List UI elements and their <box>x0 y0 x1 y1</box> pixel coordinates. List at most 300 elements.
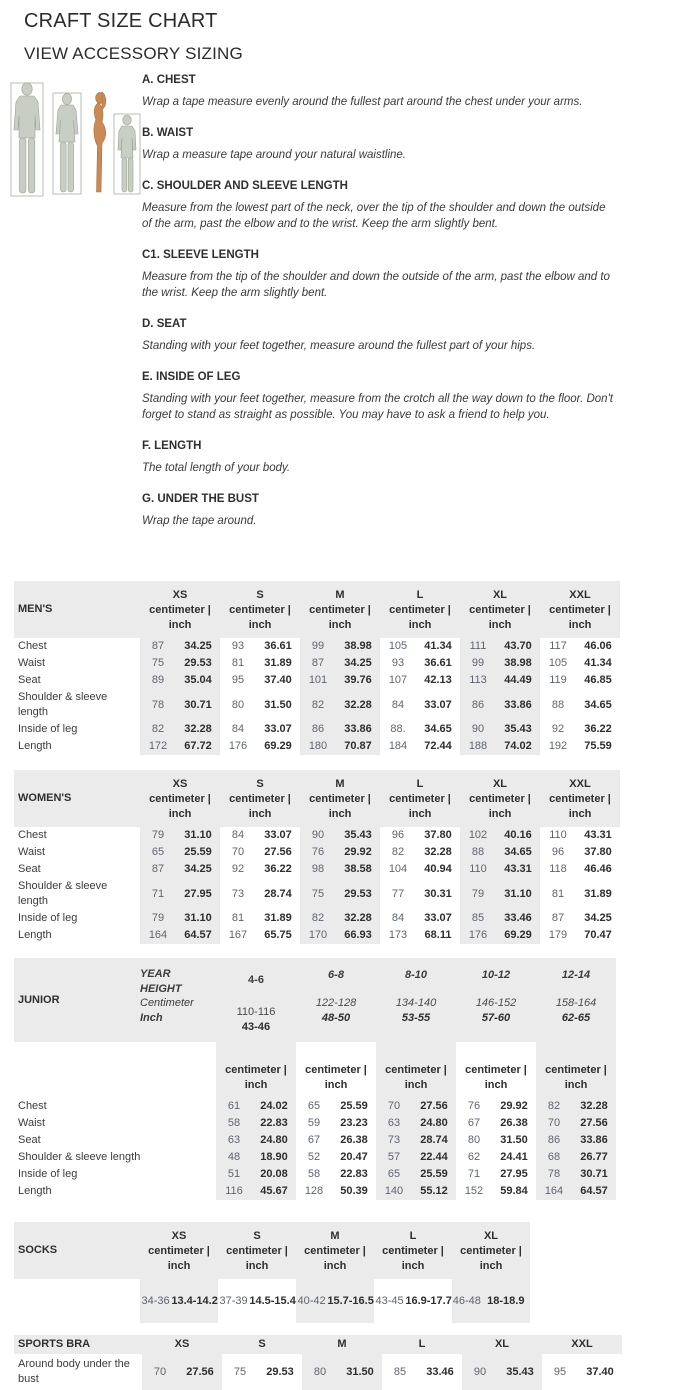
inch-value: 34.25 <box>184 863 212 875</box>
inch-value: 31.10 <box>184 912 212 924</box>
unit-line: inch <box>324 1079 348 1091</box>
cm-value: 82 <box>151 723 165 735</box>
instruction-text: Standing with your feet together, measure around the fullest part of your hips. <box>142 340 536 352</box>
size-header-cell: XXL <box>542 1335 622 1354</box>
unit-line: inch <box>408 619 432 631</box>
cm-value: 184 <box>388 740 408 752</box>
cm-value: 73 <box>387 1134 401 1146</box>
unit-line: centimeter | <box>389 604 451 616</box>
size-chart-page <box>0 10 700 1390</box>
value-cell <box>220 689 300 721</box>
instruction-heading: G. UNDER THE BUST <box>142 493 259 505</box>
value-cell <box>140 672 220 689</box>
unit-line: centimeter | <box>305 1064 367 1076</box>
unit-line: inch <box>248 808 272 820</box>
measurement-row-label: Chest <box>18 640 47 652</box>
unit-line: inch <box>328 619 352 631</box>
value-cell <box>380 844 460 861</box>
unit-line: inch <box>167 1260 191 1272</box>
inch-value: 37.40 <box>586 1365 614 1378</box>
junior-band-header <box>140 958 216 1042</box>
value-cell <box>460 910 540 927</box>
band-header-line: HEIGHT <box>140 982 182 995</box>
inch-value: 32.28 <box>344 912 372 924</box>
value-cell <box>300 638 380 655</box>
inch-value: 68.11 <box>424 929 452 941</box>
measurement-row-label: Waist <box>18 846 46 858</box>
unit-line: centimeter | <box>465 1064 527 1076</box>
cm-value: 80 <box>231 698 245 711</box>
cm-value: 104 <box>388 863 408 875</box>
cm-value: 92 <box>231 863 245 875</box>
mens-size-table <box>14 581 700 755</box>
value-cell <box>140 738 220 755</box>
inch-value: 43.70 <box>504 640 532 652</box>
unit-line: centimeter | <box>149 793 211 805</box>
value-cell <box>540 721 620 738</box>
inch-value: 46.46 <box>584 863 612 875</box>
value-cell <box>140 1279 218 1323</box>
instruction-text: Measure from the lowest part of the neck, over the tip of the shoulder and down the outside of the arm, past the elbow and to the wrist. Keep the arm slightly bent. <box>142 202 606 230</box>
value-cell <box>220 927 300 944</box>
value-cell <box>376 1183 456 1200</box>
inch-value: 29.92 <box>500 1100 528 1112</box>
cm-value: 113 <box>469 674 487 686</box>
measurement-row-label: Waist <box>18 657 46 669</box>
cm-value: 85 <box>393 1365 407 1378</box>
inch-value: 24.41 <box>500 1151 528 1163</box>
size-header-cell: L <box>382 1335 462 1354</box>
year-range: 12-14 <box>561 969 591 981</box>
cm-value: 107 <box>388 674 408 686</box>
cm-value: 192 <box>548 740 568 752</box>
inch-value: 34.25 <box>584 912 612 924</box>
womens-size-table <box>14 770 700 944</box>
inch-value: 42.13 <box>424 674 452 686</box>
inch-value: 27.56 <box>186 1365 214 1378</box>
unit-line: centimeter | <box>460 1245 522 1257</box>
cm-value: 59 <box>307 1117 321 1129</box>
measurement-row-label: Shoulder & sleeve length <box>18 1151 141 1163</box>
measurement-row-label: Seat <box>18 863 41 875</box>
size-header-cell <box>218 1222 296 1279</box>
size-header-cell <box>460 581 540 638</box>
value-cell <box>296 1149 376 1166</box>
value-cell <box>540 738 620 755</box>
value-cell <box>140 927 220 944</box>
inch-value: 33.86 <box>580 1134 608 1146</box>
inch-value: 33.07 <box>424 912 452 924</box>
size-header-cell <box>380 581 460 638</box>
cm-value: 70 <box>547 1117 561 1129</box>
cm-value: 87 <box>151 640 165 652</box>
size-header-cell <box>300 770 380 827</box>
cm-value: 119 <box>549 674 567 686</box>
value-cell <box>380 655 460 672</box>
cm-value: 52 <box>307 1151 321 1163</box>
size-name: XL <box>492 778 508 790</box>
inch-value: 22.83 <box>260 1117 288 1129</box>
inch-value: 36.22 <box>584 723 612 735</box>
cm-value: 87 <box>551 912 565 924</box>
value-cell <box>300 878 380 910</box>
unit-line: centimeter | <box>149 604 211 616</box>
size-name: L <box>416 589 424 601</box>
unit-line: centimeter | <box>469 604 531 616</box>
inch-value: 69.29 <box>264 740 292 752</box>
size-name: XS <box>172 778 188 790</box>
height-inch-range: 53-55 <box>401 1011 431 1024</box>
cm-value: 70 <box>387 1100 401 1112</box>
cm-value: 78 <box>547 1168 561 1180</box>
size-header-cell <box>540 581 620 638</box>
unit-line: centimeter | <box>309 793 371 805</box>
unit-line: centimeter | <box>309 604 371 616</box>
socks-size-table <box>14 1222 700 1323</box>
cm-value: 71 <box>467 1168 481 1180</box>
value-cell <box>296 1098 376 1115</box>
inch-value: 18-18.9 <box>487 1294 525 1307</box>
size-name: XXL <box>569 589 591 601</box>
value-cell <box>300 689 380 721</box>
inch-value: 30.71 <box>580 1168 608 1180</box>
size-name: S <box>253 1230 261 1242</box>
value-cell <box>140 655 220 672</box>
measurement-row-label: Length <box>18 929 52 941</box>
measurement-row-label: Inside of leg <box>18 912 78 924</box>
cm-value: 102 <box>468 829 488 841</box>
cm-value: 80 <box>313 1365 327 1378</box>
cm-value: 48 <box>227 1151 241 1163</box>
unit-line: centimeter | <box>549 604 611 616</box>
value-cell <box>380 861 460 878</box>
junior-size-header <box>376 958 456 1042</box>
inch-value: 64.57 <box>580 1185 608 1197</box>
instruction-heading: B. WAIST <box>142 127 194 139</box>
size-name: L <box>416 778 424 790</box>
size-name: XL <box>492 589 508 601</box>
cm-value: 84 <box>231 723 245 735</box>
cm-value: 90 <box>473 1365 487 1378</box>
unit-line: centimeter | <box>389 793 451 805</box>
cm-value: 65 <box>307 1100 321 1112</box>
view-accessory-sizing-link[interactable]: VIEW ACCESSORY SIZING <box>24 44 243 63</box>
cm-value: 76 <box>467 1100 481 1112</box>
cm-value: 99 <box>471 657 485 669</box>
size-header-cell: S <box>222 1335 302 1354</box>
height-ranges <box>376 996 456 1025</box>
unit-line: inch <box>245 1260 269 1272</box>
cm-value: 110 <box>469 863 487 875</box>
cm-value: 87 <box>151 863 165 875</box>
size-name: L <box>409 1230 417 1242</box>
cm-value: 188 <box>468 740 488 752</box>
cm-value: 70 <box>153 1365 167 1378</box>
inch-value: 41.34 <box>584 657 612 669</box>
inch-value: 31.50 <box>500 1134 528 1146</box>
child-figure-icon <box>118 115 136 192</box>
inch-value: 72.44 <box>424 740 452 752</box>
unit-line: centimeter | <box>226 1245 288 1257</box>
measurement-row-label: Chest <box>18 1100 47 1112</box>
value-cell <box>460 827 540 844</box>
cm-value: 87 <box>311 657 325 669</box>
height-cm-range: 158-164 <box>555 997 597 1009</box>
value-cell <box>300 672 380 689</box>
inch-value: 70.47 <box>584 929 612 941</box>
value-cell <box>218 1279 296 1323</box>
measurement-row-label: Length <box>18 740 52 752</box>
cm-value: 96 <box>391 829 405 841</box>
cm-value: 176 <box>468 929 488 941</box>
cm-value: 43-45 <box>375 1294 404 1307</box>
size-header-cell <box>140 770 220 827</box>
value-cell <box>300 861 380 878</box>
sports-bra-size-table <box>14 1335 700 1390</box>
instruction-heading: D. SEAT <box>142 318 187 330</box>
cm-value: 79 <box>471 887 485 900</box>
inch-value: 69.29 <box>504 929 532 941</box>
value-cell <box>220 638 300 655</box>
value-cell <box>220 721 300 738</box>
unit-line: inch <box>488 808 512 820</box>
unit-line: inch <box>488 619 512 631</box>
junior-size-header <box>456 958 536 1042</box>
value-cell <box>222 1354 302 1390</box>
inch-value: 66.93 <box>344 929 372 941</box>
inch-value: 35.43 <box>344 829 372 841</box>
height-ranges <box>216 1005 296 1034</box>
cm-value: 176 <box>228 740 248 752</box>
unit-line: centimeter | <box>382 1245 444 1257</box>
inch-value: 35.04 <box>184 674 212 686</box>
inch-value: 34.25 <box>184 640 212 652</box>
value-cell <box>380 672 460 689</box>
inch-value: 33.46 <box>426 1365 454 1378</box>
value-cell <box>460 638 540 655</box>
unit-header-cell <box>296 1042 376 1098</box>
value-cell <box>140 861 220 878</box>
cm-value: 77 <box>391 887 405 900</box>
cm-value: 180 <box>308 740 328 752</box>
cm-value: 76 <box>311 846 325 858</box>
cm-value: 37-39 <box>219 1294 248 1307</box>
inch-value: 31.89 <box>584 887 612 900</box>
size-header-cell <box>140 1222 218 1279</box>
table-title: WOMEN'S <box>14 770 140 827</box>
inch-value: 26.38 <box>340 1134 368 1146</box>
unit-header-cell <box>536 1042 616 1098</box>
year-range: 6-8 <box>328 969 344 981</box>
inch-value: 31.50 <box>264 698 292 711</box>
instruction-text: The total length of your body. <box>142 462 291 474</box>
unit-line: inch <box>484 1079 508 1091</box>
cm-value: 167 <box>228 929 248 941</box>
value-cell <box>456 1098 536 1115</box>
body-figures-illustration <box>0 72 142 204</box>
cm-value: 71 <box>151 887 165 900</box>
inch-value: 37.80 <box>584 846 612 858</box>
inch-value: 65.75 <box>264 929 292 941</box>
cm-value: 110 <box>549 829 567 841</box>
unit-line: inch <box>479 1260 503 1272</box>
inch-value: 18.90 <box>260 1151 288 1163</box>
cm-value: 82 <box>311 912 325 924</box>
inch-value: 24.80 <box>420 1117 448 1129</box>
inch-value: 36.61 <box>264 640 292 652</box>
value-cell <box>300 844 380 861</box>
inch-value: 31.10 <box>184 829 212 841</box>
cm-value: 152 <box>464 1185 484 1197</box>
cm-value: 105 <box>548 657 568 669</box>
inch-value: 25.59 <box>420 1168 448 1180</box>
size-header-cell <box>380 770 460 827</box>
cm-value: 57 <box>387 1151 401 1163</box>
cm-value: 92 <box>551 723 565 735</box>
cm-value: 61 <box>227 1100 241 1112</box>
measurement-row-label: Waist <box>18 1117 46 1129</box>
unit-line: centimeter | <box>148 1245 210 1257</box>
value-cell <box>540 878 620 910</box>
table-title: JUNIOR <box>14 958 140 1042</box>
height-cm-range: 146-152 <box>475 997 517 1009</box>
value-cell <box>540 638 620 655</box>
value-cell <box>456 1115 536 1132</box>
value-cell <box>376 1115 456 1132</box>
value-cell <box>216 1166 296 1183</box>
value-cell <box>456 1166 536 1183</box>
inch-value: 16.9-17.7 <box>405 1294 452 1307</box>
unit-line: inch <box>568 619 592 631</box>
value-cell <box>220 861 300 878</box>
inch-value: 23.23 <box>340 1117 368 1129</box>
cm-value: 75 <box>233 1365 247 1378</box>
instruction-heading: C. SHOULDER AND SLEEVE LENGTH <box>142 180 348 192</box>
inch-value: 27.56 <box>420 1100 448 1112</box>
value-cell <box>296 1115 376 1132</box>
inch-value: 36.22 <box>264 863 292 875</box>
cm-value: 105 <box>388 640 408 652</box>
value-cell <box>460 861 540 878</box>
junior-size-header <box>216 958 296 1042</box>
inch-value: 31.10 <box>504 887 532 900</box>
inch-value: 29.53 <box>266 1365 294 1378</box>
height-inch-range: 57-60 <box>481 1011 511 1024</box>
value-cell <box>540 910 620 927</box>
measurement-row-label: Shoulder & sleeve length <box>18 880 108 907</box>
size-name: XL <box>483 1230 499 1242</box>
size-name: M <box>335 589 345 601</box>
cm-value: 81 <box>551 887 565 900</box>
inch-value: 29.53 <box>344 887 372 900</box>
value-cell <box>452 1279 530 1323</box>
cm-value: 65 <box>151 846 165 858</box>
inch-value: 31.50 <box>346 1365 374 1378</box>
value-cell <box>300 721 380 738</box>
cm-value: 75 <box>311 887 325 900</box>
unit-line: centimeter | <box>304 1245 366 1257</box>
value-cell <box>140 910 220 927</box>
unit-line: inch <box>568 808 592 820</box>
unit-line: centimeter | <box>549 793 611 805</box>
cm-value: 82 <box>311 698 325 711</box>
inch-value: 26.77 <box>580 1151 608 1163</box>
inch-value: 64.57 <box>184 929 212 941</box>
value-cell <box>220 738 300 755</box>
cm-value: 40-42 <box>297 1294 326 1307</box>
value-cell <box>216 1149 296 1166</box>
cm-value: 67 <box>467 1117 481 1129</box>
spacer-cell <box>14 1279 140 1323</box>
value-cell <box>220 655 300 672</box>
value-cell <box>140 878 220 910</box>
value-cell <box>140 689 220 721</box>
instruction-text: Measure from the tip of the shoulder and down the outside of the arm, past the elbow and to the wrist. Keep the arm slightly bent. <box>142 271 610 299</box>
value-cell <box>140 827 220 844</box>
height-cm-range: 134-140 <box>395 997 437 1009</box>
cm-value: 73 <box>231 887 245 900</box>
size-header-cell <box>460 770 540 827</box>
cm-value: 86 <box>311 723 325 735</box>
cm-value: 65 <box>387 1168 401 1180</box>
unit-line: inch <box>404 1079 428 1091</box>
value-cell <box>460 738 540 755</box>
value-cell <box>300 827 380 844</box>
cm-value: 96 <box>551 846 565 858</box>
measurement-row-label: Length <box>18 1185 52 1197</box>
value-cell <box>460 672 540 689</box>
value-cell <box>220 878 300 910</box>
cm-value: 179 <box>548 929 568 941</box>
instruction-heading: C1. SLEEVE LENGTH <box>142 249 259 261</box>
instruction-heading: E. INSIDE OF LEG <box>142 371 241 383</box>
value-cell <box>460 721 540 738</box>
inch-value: 24.80 <box>260 1134 288 1146</box>
inch-value: 41.34 <box>424 640 452 652</box>
inch-value: 13.4-14.2 <box>171 1294 218 1307</box>
inch-value: 27.56 <box>580 1117 608 1129</box>
inch-value: 44.49 <box>504 674 532 686</box>
junior-size-header <box>536 958 616 1042</box>
value-cell <box>540 689 620 721</box>
inch-value: 30.71 <box>184 698 212 711</box>
cm-value: 51 <box>227 1168 241 1180</box>
band-header-line: YEAR <box>140 968 171 980</box>
height-inch-range: 43-46 <box>241 1020 271 1033</box>
inch-value: 43.31 <box>504 863 532 875</box>
inch-value: 31.89 <box>264 912 292 924</box>
value-cell <box>536 1115 616 1132</box>
inch-value: 31.89 <box>264 657 292 669</box>
cm-value: 173 <box>388 929 408 941</box>
cm-value: 84 <box>231 829 245 841</box>
cm-value: 34-36 <box>141 1294 170 1307</box>
value-cell <box>380 927 460 944</box>
body-figures-image <box>8 76 144 204</box>
inch-value: 75.59 <box>584 740 612 752</box>
value-cell <box>536 1132 616 1149</box>
inch-value: 37.40 <box>264 674 292 686</box>
unit-line: centimeter | <box>229 604 291 616</box>
inch-value: 33.07 <box>424 698 452 711</box>
inch-value: 34.25 <box>344 657 372 669</box>
cm-value: 140 <box>384 1185 404 1197</box>
table-title: SPORTS BRA <box>14 1335 142 1354</box>
cm-value: 85 <box>471 912 485 924</box>
unit-line: centimeter | <box>469 793 531 805</box>
spacer-cell <box>14 1042 216 1098</box>
cm-value: 116 <box>225 1185 243 1197</box>
